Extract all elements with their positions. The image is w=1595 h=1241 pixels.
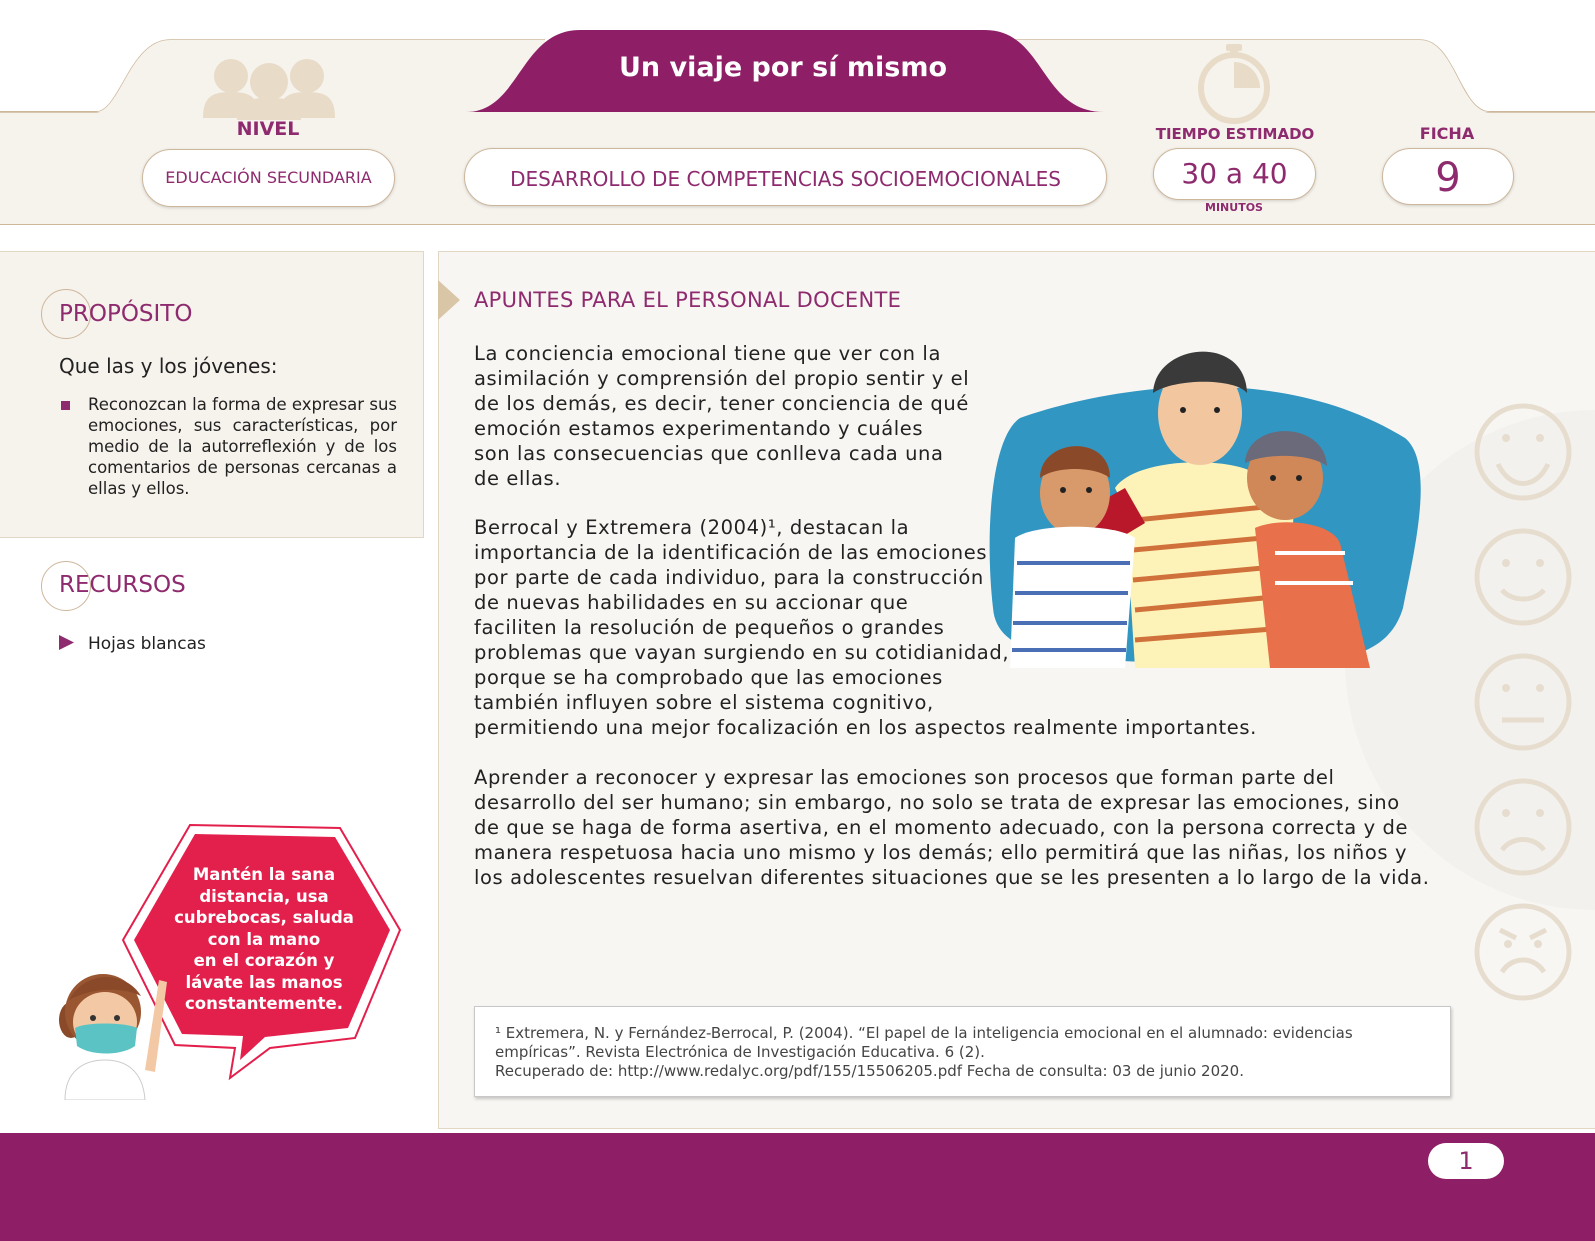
tiempo-label: TIEMPO ESTIMADO: [1155, 125, 1315, 143]
footnote-line: ¹ Extremera, N. y Fernández-Berrocal, P. (2004). “El papel de la inteligencia emocional en el alumnado: evidencias: [495, 1024, 1353, 1042]
section-arrow-icon: [438, 280, 462, 320]
nivel-value: EDUCACIÓN SECUNDARIA: [142, 149, 395, 207]
footnote-box: [474, 1006, 1451, 1097]
reminder-text: Mantén la sana distancia, usa cubrebocas, saluda con la mano en el corazón y lávate las manos constantemente.: [174, 865, 354, 1013]
footnote-line: Recuperado de: http://www.redalyc.org/pdf/155/15506205.pdf Fecha de consulta: 03 de junio 2020.: [495, 1062, 1244, 1080]
people-icon: [203, 52, 335, 120]
bullet-triangle-icon: [59, 635, 75, 651]
stopwatch-icon: [1197, 44, 1271, 124]
footnote-line: empíricas”. Revista Electrónica de Investigación Educativa. 6 (2).: [495, 1043, 985, 1061]
page-title: Un viaje por sí mismo: [618, 52, 948, 83]
proposito-intro: Que las y los jóvenes:: [59, 354, 278, 378]
ficha-value: 9: [1382, 148, 1514, 205]
proposito-item: Reconozcan la forma de expresar sus emociones, sus características, por medio de la autorreflexión y de los comentarios de personas cercanas a ellas y ellos.: [88, 395, 397, 498]
area-value: DESARROLLO DE COMPETENCIAS SOCIOEMOCIONALES: [464, 148, 1107, 206]
recursos-item: Hojas blancas: [88, 634, 206, 654]
footer-band: [0, 1133, 1595, 1241]
main-title: APUNTES PARA EL PERSONAL DOCENTE: [474, 288, 902, 312]
nivel-label: NIVEL: [236, 118, 300, 140]
paragraph-2: Berrocal y Extremera (2004)¹, destacan la importancia de la identificación de las emociones por parte de cada individuo, para la construcción de nuevas habilidades en su accionar que faciliten la resolución de pequeños o grandes problemas que vayan surgiendo en su cotidianidad, porque se ha comprobado que las emociones también influyen sobre el sistema cognitivo, permitiendo una mejor focalización en los aspectos realmente importantes.: [474, 516, 1257, 739]
page-number: 1: [1428, 1143, 1504, 1179]
recursos-title: RECURSOS: [59, 572, 186, 598]
proposito-title: PROPÓSITO: [59, 301, 193, 327]
tiempo-value: 30 a 40: [1153, 148, 1316, 200]
bullet-square-icon: [61, 401, 70, 410]
paragraph-3: Aprender a reconocer y expresar las emociones son procesos que forman parte del desarrollo del ser humano; sin embargo, no solo se trata de expresar las emociones, sino de que se haga de forma asertiva, en el momento adecuado, con la persona correcta y de manera respetuosa hacia uno mismo y los demás; ello permitirá que las niñas, los niños y los adolescentes resuelvan diferentes situaciones que se les presenten a lo largo de la vida.: [474, 766, 1430, 889]
paragraph-1: La conciencia emocional tiene que ver con la asimilación y comprensión del propio sentir y el de los demás, es decir, tener conciencia de qué emoción estamos experimentando y cuáles son las consecuencias que conlleva cada una de ellas.: [474, 342, 970, 490]
girl-with-mask-illustration: [55, 960, 175, 1100]
tiempo-unit: MINUTOS: [1205, 201, 1263, 214]
ficha-label: FICHA: [1419, 124, 1475, 143]
